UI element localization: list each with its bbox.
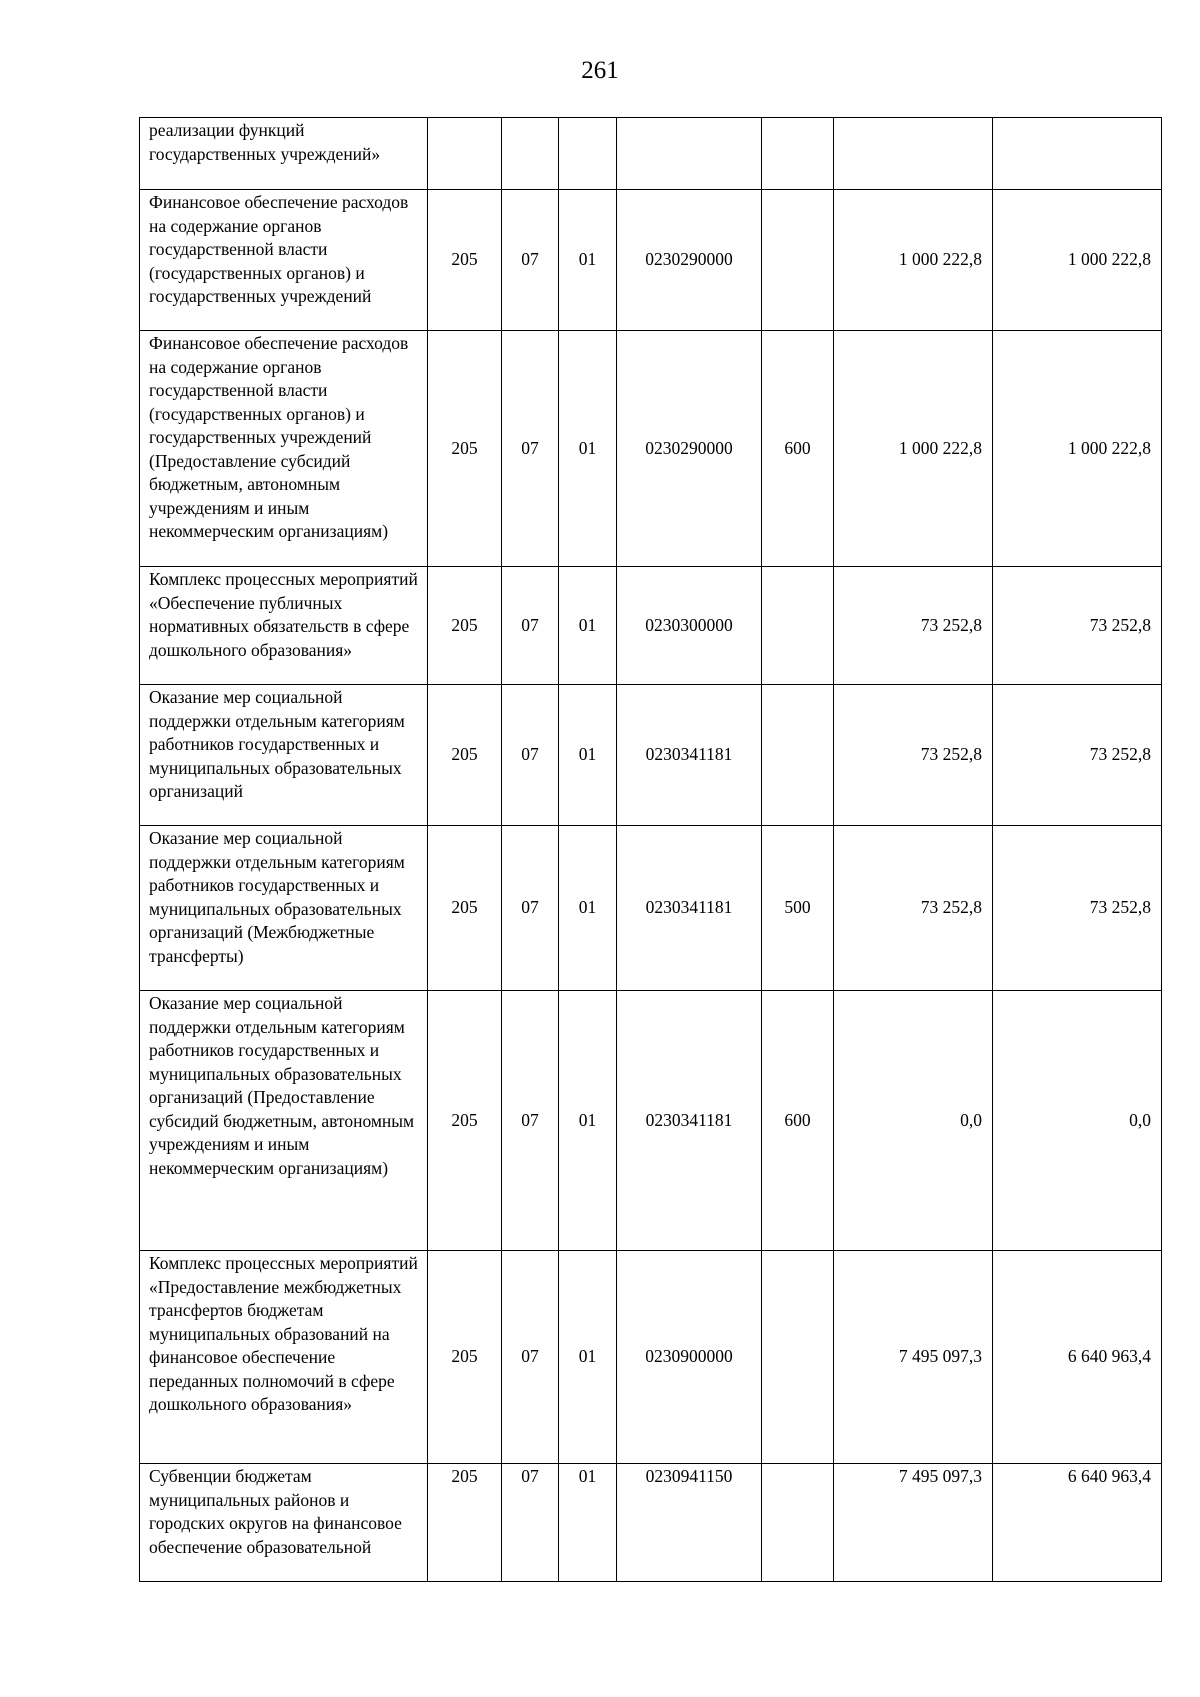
row-name-cell: Комплекс процессных мероприятий «Обеспечение публичных нормативных обязательств в сфере дошкольного образования» [140, 567, 428, 685]
row-name-cell: Субвенции бюджетам муниципальных районов и городских округов на финансовое обеспечение образовательной [140, 1464, 428, 1582]
row-rz-cell: 07 [502, 190, 559, 331]
row-sum-2024-cell: 73 252,8 [834, 567, 993, 685]
row-rz-cell [502, 118, 559, 190]
row-vr-cell: 600 [762, 331, 834, 567]
row-ved-cell: 205 [428, 331, 502, 567]
table-row [140, 118, 1162, 190]
row-ved-cell: 205 [428, 991, 502, 1251]
row-pr-cell: 01 [559, 1464, 617, 1582]
row-pr-cell: 01 [559, 1251, 617, 1464]
row-rz-cell: 07 [502, 991, 559, 1251]
row-vr-cell [762, 1464, 834, 1582]
row-name-cell: Оказание мер социальной поддержки отдельным категориям работников государственных и муниципальных образовательных организаций (Предоставление субсидий бюджетным, автономным учреждениям и иным некоммерческим организациям) [140, 991, 428, 1251]
row-csr-cell: 0230290000 [617, 331, 762, 567]
row-sum-2025-cell: 6 640 963,4 [993, 1464, 1162, 1582]
row-name-cell: Комплекс процессных мероприятий «Предоставление межбюджетных трансфертов бюджетам муниципальных образований на финансовое обеспечение переданных полномочий в сфере дошкольного образования» [140, 1251, 428, 1464]
row-ved-cell: 205 [428, 567, 502, 685]
row-sum-2025-cell: 73 252,8 [993, 685, 1162, 826]
row-rz-cell: 07 [502, 685, 559, 826]
row-rz-cell: 07 [502, 1464, 559, 1582]
row-csr-cell: 0230341181 [617, 685, 762, 826]
row-name-cell: Финансовое обеспечение расходов на содержание органов государственной власти (государственных органов) и государственных учреждений [140, 190, 428, 331]
row-sum-2025-cell: 6 640 963,4 [993, 1251, 1162, 1464]
row-csr-cell [617, 118, 762, 190]
row-csr-cell: 0230941150 [617, 1464, 762, 1582]
row-rz-cell: 07 [502, 567, 559, 685]
row-pr-cell: 01 [559, 190, 617, 331]
row-sum-2024-cell [834, 118, 993, 190]
table-row [140, 826, 1162, 991]
row-sum-2024-cell: 0,0 [834, 991, 993, 1251]
row-csr-cell: 0230290000 [617, 190, 762, 331]
table-row [140, 685, 1162, 826]
row-vr-cell [762, 1251, 834, 1464]
row-vr-cell [762, 190, 834, 331]
row-rz-cell: 07 [502, 331, 559, 567]
row-pr-cell: 01 [559, 567, 617, 685]
row-pr-cell [559, 118, 617, 190]
row-ved-cell: 205 [428, 190, 502, 331]
row-csr-cell: 0230341181 [617, 826, 762, 991]
row-name-cell: Оказание мер социальной поддержки отдельным категориям работников государственных и муниципальных образовательных организаций (Межбюджетные трансферты) [140, 826, 428, 991]
row-vr-cell [762, 685, 834, 826]
row-pr-cell: 01 [559, 685, 617, 826]
row-sum-2024-cell: 73 252,8 [834, 826, 993, 991]
budget-table [139, 117, 1162, 1582]
row-ved-cell: 205 [428, 1251, 502, 1464]
row-sum-2025-cell: 1 000 222,8 [993, 331, 1162, 567]
row-sum-2024-cell: 7 495 097,3 [834, 1251, 993, 1464]
row-ved-cell: 205 [428, 685, 502, 826]
row-name-cell: Оказание мер социальной поддержки отдельным категориям работников государственных и муниципальных образовательных организаций [140, 685, 428, 826]
row-rz-cell: 07 [502, 1251, 559, 1464]
page-number: 261 [581, 57, 619, 84]
row-vr-cell: 600 [762, 991, 834, 1251]
row-pr-cell: 01 [559, 826, 617, 991]
row-pr-cell: 01 [559, 991, 617, 1251]
row-rz-cell: 07 [502, 826, 559, 991]
table-row [140, 567, 1162, 685]
row-csr-cell: 0230900000 [617, 1251, 762, 1464]
row-vr-cell [762, 118, 834, 190]
table-row [140, 1251, 1162, 1464]
row-ved-cell: 205 [428, 1464, 502, 1582]
row-sum-2024-cell: 73 252,8 [834, 685, 993, 826]
row-sum-2025-cell: 0,0 [993, 991, 1162, 1251]
row-ved-cell: 205 [428, 826, 502, 991]
row-sum-2025-cell [993, 118, 1162, 190]
row-vr-cell: 500 [762, 826, 834, 991]
row-sum-2025-cell: 73 252,8 [993, 567, 1162, 685]
row-sum-2024-cell: 1 000 222,8 [834, 190, 993, 331]
row-sum-2025-cell: 1 000 222,8 [993, 190, 1162, 331]
table-row [140, 991, 1162, 1251]
row-pr-cell: 01 [559, 331, 617, 567]
row-csr-cell: 0230300000 [617, 567, 762, 685]
row-ved-cell [428, 118, 502, 190]
row-sum-2025-cell: 73 252,8 [993, 826, 1162, 991]
table-row [140, 331, 1162, 567]
row-sum-2024-cell: 1 000 222,8 [834, 331, 993, 567]
row-name-cell: Финансовое обеспечение расходов на содержание органов государственной власти (государственных органов) и государственных учреждений (Предоставление субсидий бюджетным, автономным учреждениям и иным некоммерческим организациям) [140, 331, 428, 567]
row-name-cell: реализации функций государственных учреждений» [140, 118, 428, 190]
table-body [140, 118, 1162, 1582]
row-vr-cell [762, 567, 834, 685]
table-row [140, 190, 1162, 331]
table-row [140, 1464, 1162, 1582]
row-csr-cell: 0230341181 [617, 991, 762, 1251]
row-sum-2024-cell: 7 495 097,3 [834, 1464, 993, 1582]
